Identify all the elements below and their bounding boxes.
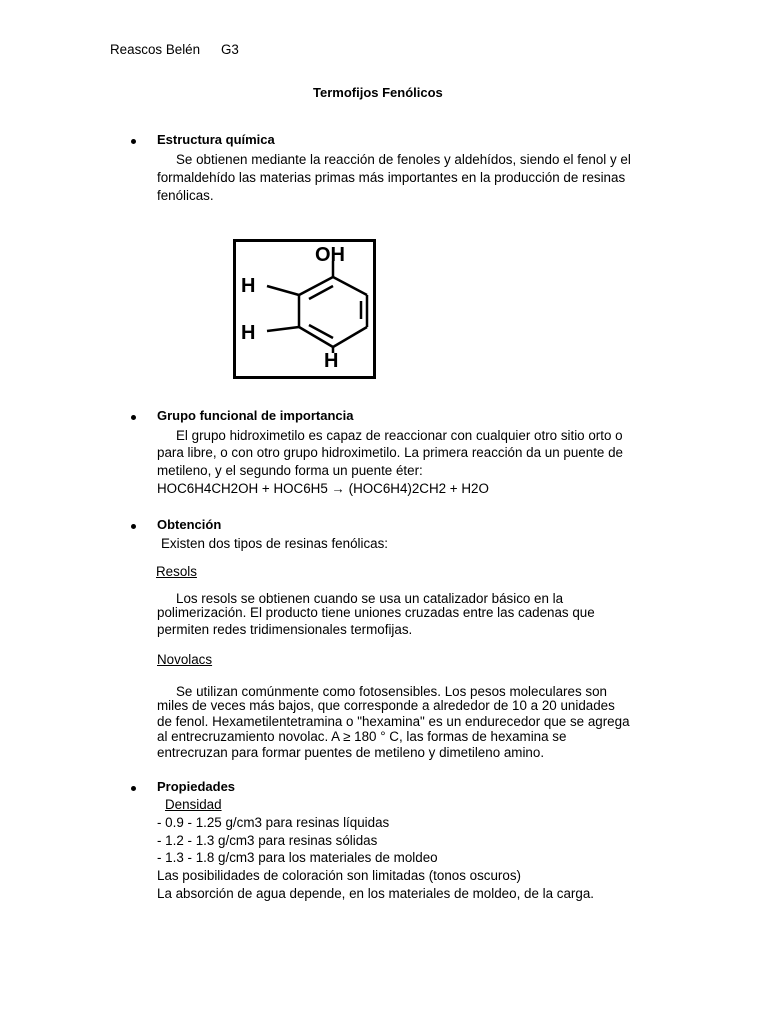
novolacs-line: al entrecruzamiento novolac. A ≥ 180 ° C, las formas de hexamina se (157, 729, 567, 744)
novolacs-label: Novolacs (157, 652, 213, 667)
propiedades-line: - 1.3 - 1.8 g/cm3 para los materiales de moldeo (157, 850, 438, 865)
grupo-line: El grupo hidroximetilo es capaz de reaccionar con cualquier otro sitio orto o (176, 428, 623, 443)
estructura-line: Se obtienen mediante la reacción de fenoles y aldehídos, siendo el fenol y el (176, 152, 631, 167)
resols-line: Los resols se obtienen cuando se usa un catalizador básico en la (176, 591, 564, 606)
estructura-line: fenólicas. (157, 188, 214, 203)
novolacs-line: entrecruzan para formar puentes de metileno y dimetileno amino. (157, 745, 545, 760)
resols-line: polimerización. El producto tiene uniones cruzadas entre las cadenas que (157, 605, 595, 620)
densidad-label: Densidad (165, 797, 222, 812)
section-title-grupo: Grupo funcional de importancia (157, 408, 354, 423)
propiedades-line: - 1.2 - 1.3 g/cm3 para resinas sólidas (157, 833, 378, 848)
obtencion-intro: Existen dos tipos de resinas fenólicas: (161, 536, 389, 551)
grupo-line: para libre, o con otro grupo hidroximetilo. La primera reacción da un puente de (157, 445, 623, 460)
resols-label: Resols (156, 564, 197, 579)
novolacs-line: miles de veces más bajos, que corresponde a alrededor de 10 a 20 unidades (157, 698, 615, 713)
grupo-line: metileno, y el segundo forma un puente éter: (157, 463, 423, 478)
novolacs-line: de fenol. Hexametilentetramina o "hexamina" es un endurecedor que se agrega (157, 714, 630, 729)
h-label-left-bottom: H (241, 322, 256, 344)
section-title-obtencion: Obtención (157, 517, 222, 532)
resols-line: permiten redes tridimensionales termofijas. (157, 622, 413, 637)
bullet-grupo (131, 415, 136, 420)
bullet-propiedades (131, 786, 136, 791)
group-label: G3 (221, 42, 239, 57)
h-label-left-top: H (241, 275, 256, 297)
reaction-equation: HOC6H4CH2OH + HOC6H5 → (HOC6H4)2CH2 + H2O (157, 481, 489, 496)
figure-frame (235, 241, 375, 378)
phenol-structure-figure (233, 239, 376, 379)
propiedades-line: La absorción de agua depende, en los materiales de moldeo, de la carga. (157, 886, 594, 901)
author-name: Reascos Belén (110, 42, 201, 57)
document-title: Termofijos Fenólicos (313, 85, 443, 100)
oh-label: OH (315, 244, 345, 266)
bullet-obtencion (131, 524, 136, 529)
propiedades-line: Las posibilidades de coloración son limitadas (tonos oscuros) (157, 868, 521, 883)
propiedades-line: - 0.9 - 1.25 g/cm3 para resinas líquidas (157, 815, 390, 830)
section-title-propiedades: Propiedades (157, 779, 236, 794)
estructura-line: formaldehído las materias primas más importantes en la producción de resinas (157, 170, 626, 185)
bullet-estructura (131, 139, 136, 144)
novolacs-line: Se utilizan comúnmente como fotosensibles. Los pesos moleculares son (176, 684, 607, 699)
section-title-estructura: Estructura química (157, 132, 275, 147)
h-label-bottom: H (324, 350, 339, 372)
